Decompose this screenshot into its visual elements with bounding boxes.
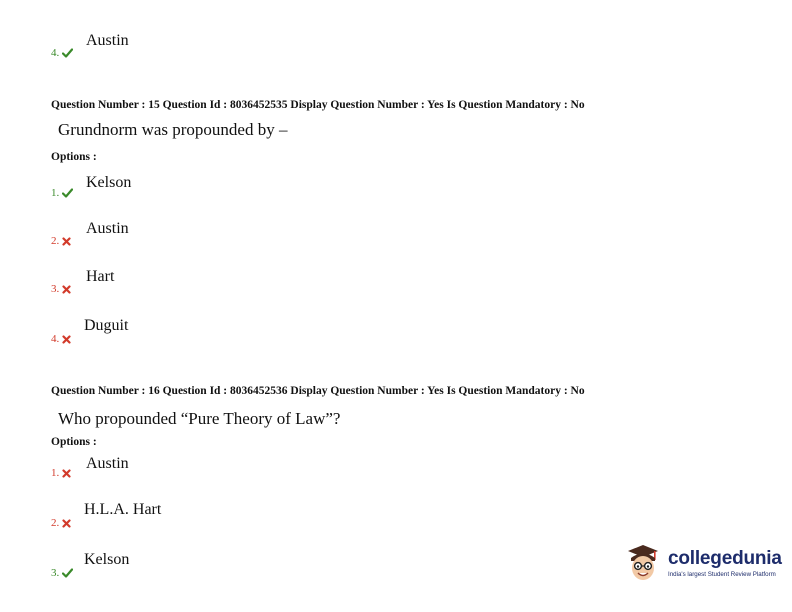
question-text: Who propounded “Pure Theory of Law”? <box>58 409 341 428</box>
option-number: 1. <box>51 467 71 479</box>
option-text: Duguit <box>84 317 129 334</box>
cross-icon <box>62 285 71 294</box>
cross-icon <box>62 469 71 478</box>
option-number: 3. <box>51 283 71 295</box>
option-text: Hart <box>86 268 115 285</box>
option-number: 2. <box>51 235 71 247</box>
option-text: H.L.A. Hart <box>84 501 162 518</box>
option-text: Austin <box>86 455 129 472</box>
logo-name: collegedunia <box>668 548 782 569</box>
cross-icon <box>62 519 71 528</box>
cross-icon <box>62 335 71 344</box>
options-label: Options : <box>51 436 97 448</box>
option-text: Austin <box>86 220 129 237</box>
check-icon <box>62 568 73 578</box>
option-text: Austin <box>86 32 129 49</box>
check-icon <box>62 48 73 58</box>
option-number: 4. <box>51 47 73 59</box>
option-number: 2. <box>51 517 71 529</box>
option-text: Kelson <box>84 551 130 568</box>
collegedunia-logo <box>624 538 784 588</box>
option-text: Kelson <box>86 174 132 191</box>
mascot-icon <box>624 541 662 585</box>
option-number: 1. <box>51 187 73 199</box>
cross-icon <box>62 237 71 246</box>
options-label: Options : <box>51 151 97 163</box>
question-text: Grundnorm was propounded by – <box>58 120 288 139</box>
logo-tagline: India's largest Student Review Platform <box>668 571 776 578</box>
question-meta: Question Number : 16 Question Id : 8036452536 Display Question Number : Yes Is Question Mandatory : No <box>51 385 585 397</box>
check-icon <box>62 188 73 198</box>
option-number: 3. <box>51 567 73 579</box>
question-meta: Question Number : 15 Question Id : 8036452535 Display Question Number : Yes Is Question Mandatory : No <box>51 99 585 111</box>
option-number: 4. <box>51 333 71 345</box>
